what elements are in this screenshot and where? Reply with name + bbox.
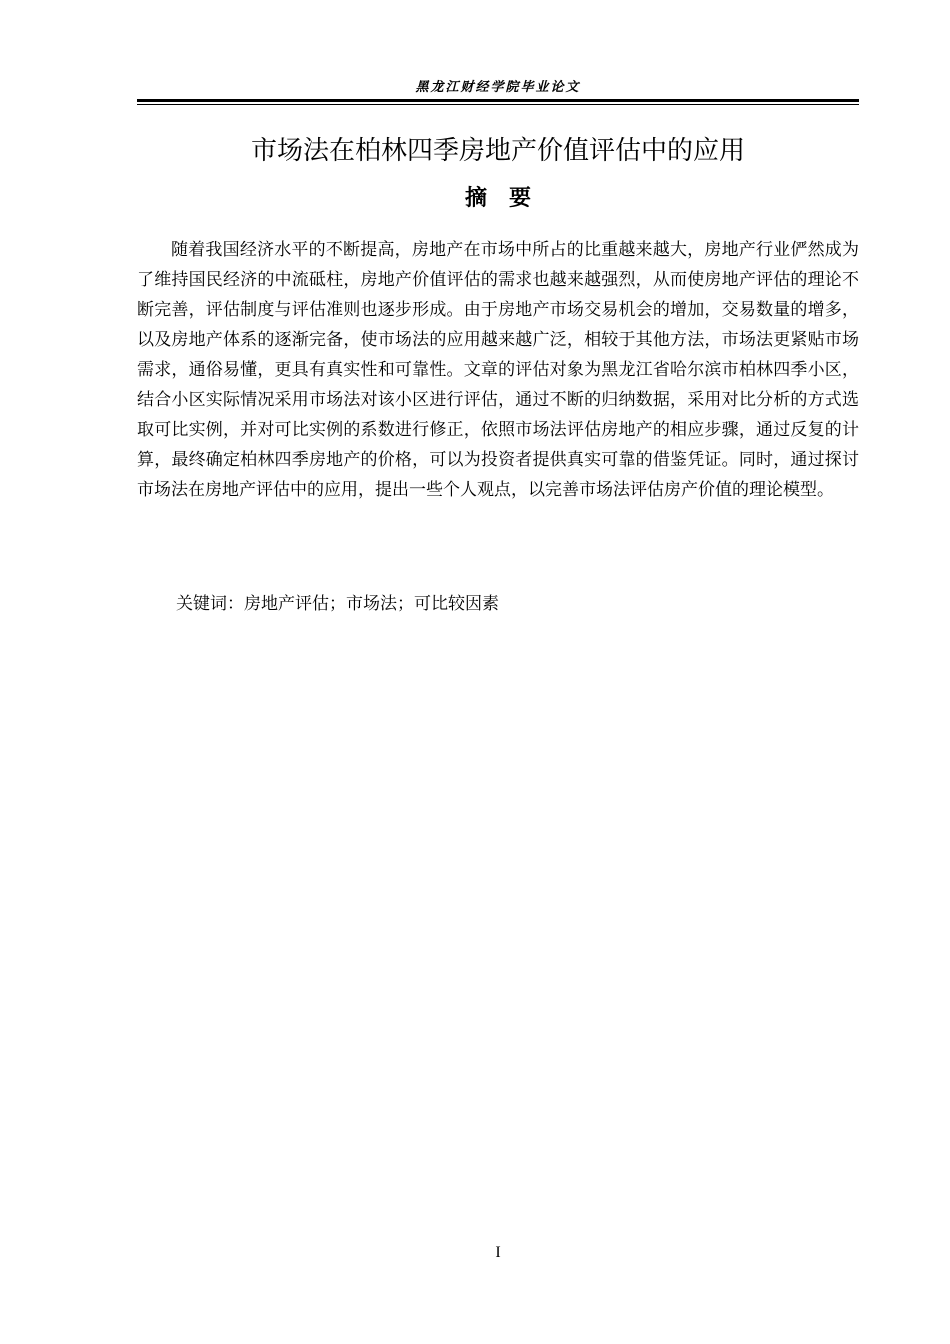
abstract-heading: 摘 要 [464, 186, 531, 211]
document-title: 市场法在柏林四季房地产价值评估中的应用 [250, 136, 745, 166]
header-rule-thin [137, 104, 859, 105]
page-number: I [495, 1244, 501, 1261]
keywords-label: 关键词： [176, 594, 244, 614]
abstract-paragraph: 随着我国经济水平的不断提高，房地产在市场中所占的比重越来越大，房地产行业俨然成为了维持国民经济的中流砥柱，房地产价值评估的需求也越来越强烈，从而使房地产评估的理论不断完善，评估制度与评估准则也逐步形成。由于房地产市场交易机会的增加，交易数量的增多，以及房地产体系的逐渐完备，使市场法的应用越来越广泛，相较于其他方法，市场法更紧贴市场需求，通俗易懂，更具有真实性和可靠性。文章的评估对象为黑龙江省哈尔滨市柏林四季小区，结合小区实际情况采用市场法对该小区进行评估，通过不断的归纳数据，采用对比分析的方式选取可比实例，并对可比实例的系数进行修正，依照市场法评估房地产的相应步骤，通过反复的计算，最终确定柏林四季房地产的价格，可以为投资者提供真实可靠的借鉴凭证。同时，通过探讨市场法在房地产评估中的应用，提出一些个人观点，以完善市场法评估房产价值的理论模型。 [137, 240, 859, 500]
running-header: 黑龙江财经学院毕业论文 [415, 80, 581, 95]
keywords-line [176, 589, 859, 619]
keywords-text: 房地产评估；市场法；可比较因素 [244, 594, 499, 614]
header-rule-thick [137, 99, 859, 102]
